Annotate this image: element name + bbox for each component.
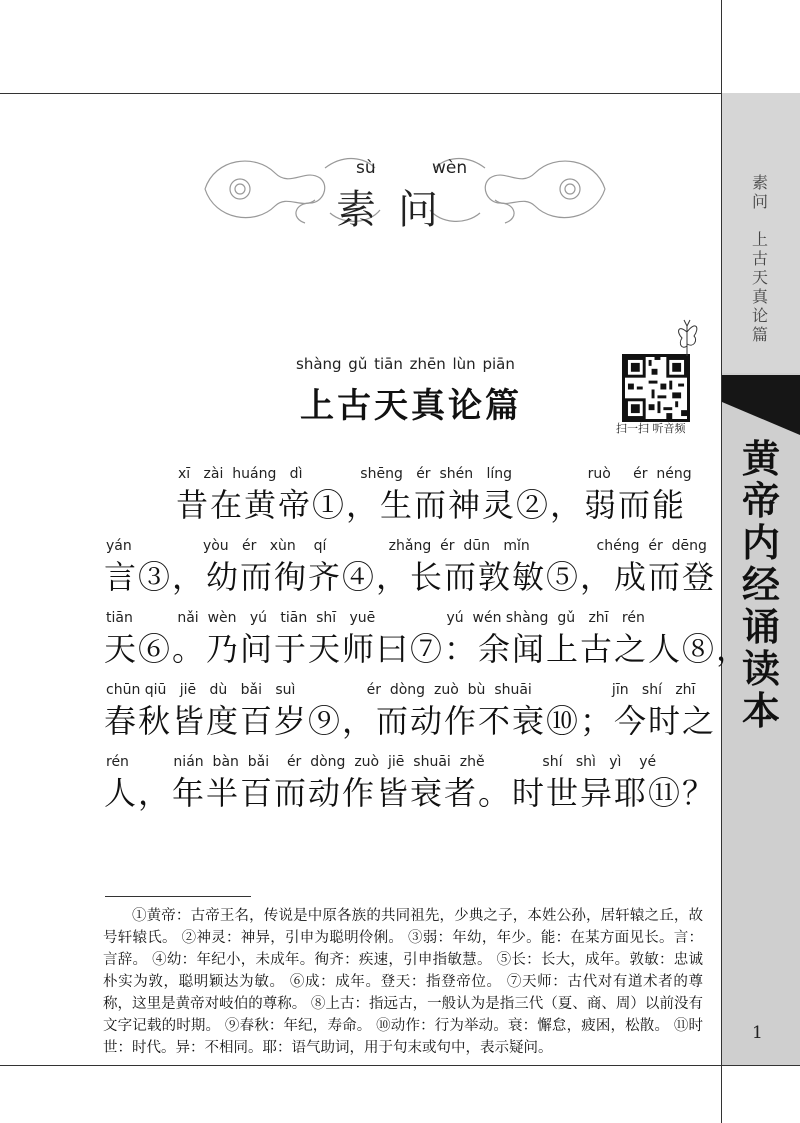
line-4-pinyin: chūn qiū jiē dù bǎi suì ér dòng zuò bù shuāi jīn shí zhī <box>106 682 696 698</box>
line-1-text: 昔在黄帝①，生而神灵②，弱而能 <box>176 486 687 524</box>
line-1-pinyin: xī zài huáng dì shēng ér shén líng ruò ér néng <box>178 466 692 482</box>
page-number: 1 <box>752 1023 763 1043</box>
line-5-pinyin: rén nián bàn bǎi ér dòng zuò jiē shuāi zhě shí shì yì yé <box>106 754 657 770</box>
line-4-text: 春秋皆度百岁⑨，而动作不衰⑩；今时之 <box>104 702 717 740</box>
chapter-pinyin: shàng gǔ tiān zhēn lùn piān <box>296 355 515 373</box>
side-book-title: 黄帝内经诵读本 <box>741 436 780 733</box>
line-2-text: 言③，幼而徇齐④，长而敦敏⑤，成而登 <box>104 558 717 596</box>
title-pinyin-left: sù <box>356 158 376 178</box>
bottom-rule <box>0 1065 800 1066</box>
line-5-text: 人，年半百而动作皆衰者。时世异耶⑪？ <box>104 774 717 812</box>
butterfly-icon <box>674 318 700 360</box>
line-3-pinyin: tiān nǎi wèn yú tiān shī yuē yú wén shàng gǔ zhī rén <box>106 610 645 626</box>
section-title: 素问 <box>336 187 460 233</box>
footnote-text: ①黄帝：古帝王名，传说是中原各族的共同祖先，少典之子，本姓公孙，居轩辕之丘，故号轩辕氏。 ②神灵：神异，引申为聪明伶俐。 ③弱：年幼，年少。能：在某方面见长。言：言辞。 ④幼：年纪小，未成年。徇齐：疾速，引申指敏慧。 ⑤长：长大，成年。敦敏：忠诚朴实为敦，聪明颖达为敏。 ⑥成：成年。登天：指登帝位。 ⑦天师：古代对有道术者的尊称，这里是黄帝对岐伯的尊称。 ⑧上古：指远古，一般认为是指三代（夏、商、周）以前没有文字记载的时期。 ⑨春秋：年纪，寿命。 ⑩动作：行为举动。衰：懈怠，疲困，松散。 ⑪时世：时代。异：不相同。耶：语气助词，用于句末或句中，表示疑问。 <box>103 908 703 1056</box>
line-3-text: 天⑥。乃问于天师曰⑦：余闻上古之人⑧， <box>104 630 751 668</box>
side-tab <box>722 93 800 1065</box>
side-black-wedge <box>722 375 800 435</box>
footnote-rule <box>105 896 251 897</box>
qr-code[interactable] <box>622 354 690 422</box>
chapter-title: 上古天真论篇 <box>300 386 522 426</box>
side-book-section: 素问 <box>751 173 768 211</box>
top-rule <box>0 93 800 94</box>
side-chapter: 上古天真论篇 <box>751 230 768 344</box>
qr-caption: 扫一扫 听音频 <box>616 422 686 435</box>
side-section-label <box>750 173 770 344</box>
title-pinyin-right: wèn <box>432 158 468 178</box>
line-2-pinyin: yán yòu ér xùn qí zhǎng ér dūn mǐn chéng ér dēng <box>106 538 707 554</box>
footnotes <box>103 905 703 1059</box>
